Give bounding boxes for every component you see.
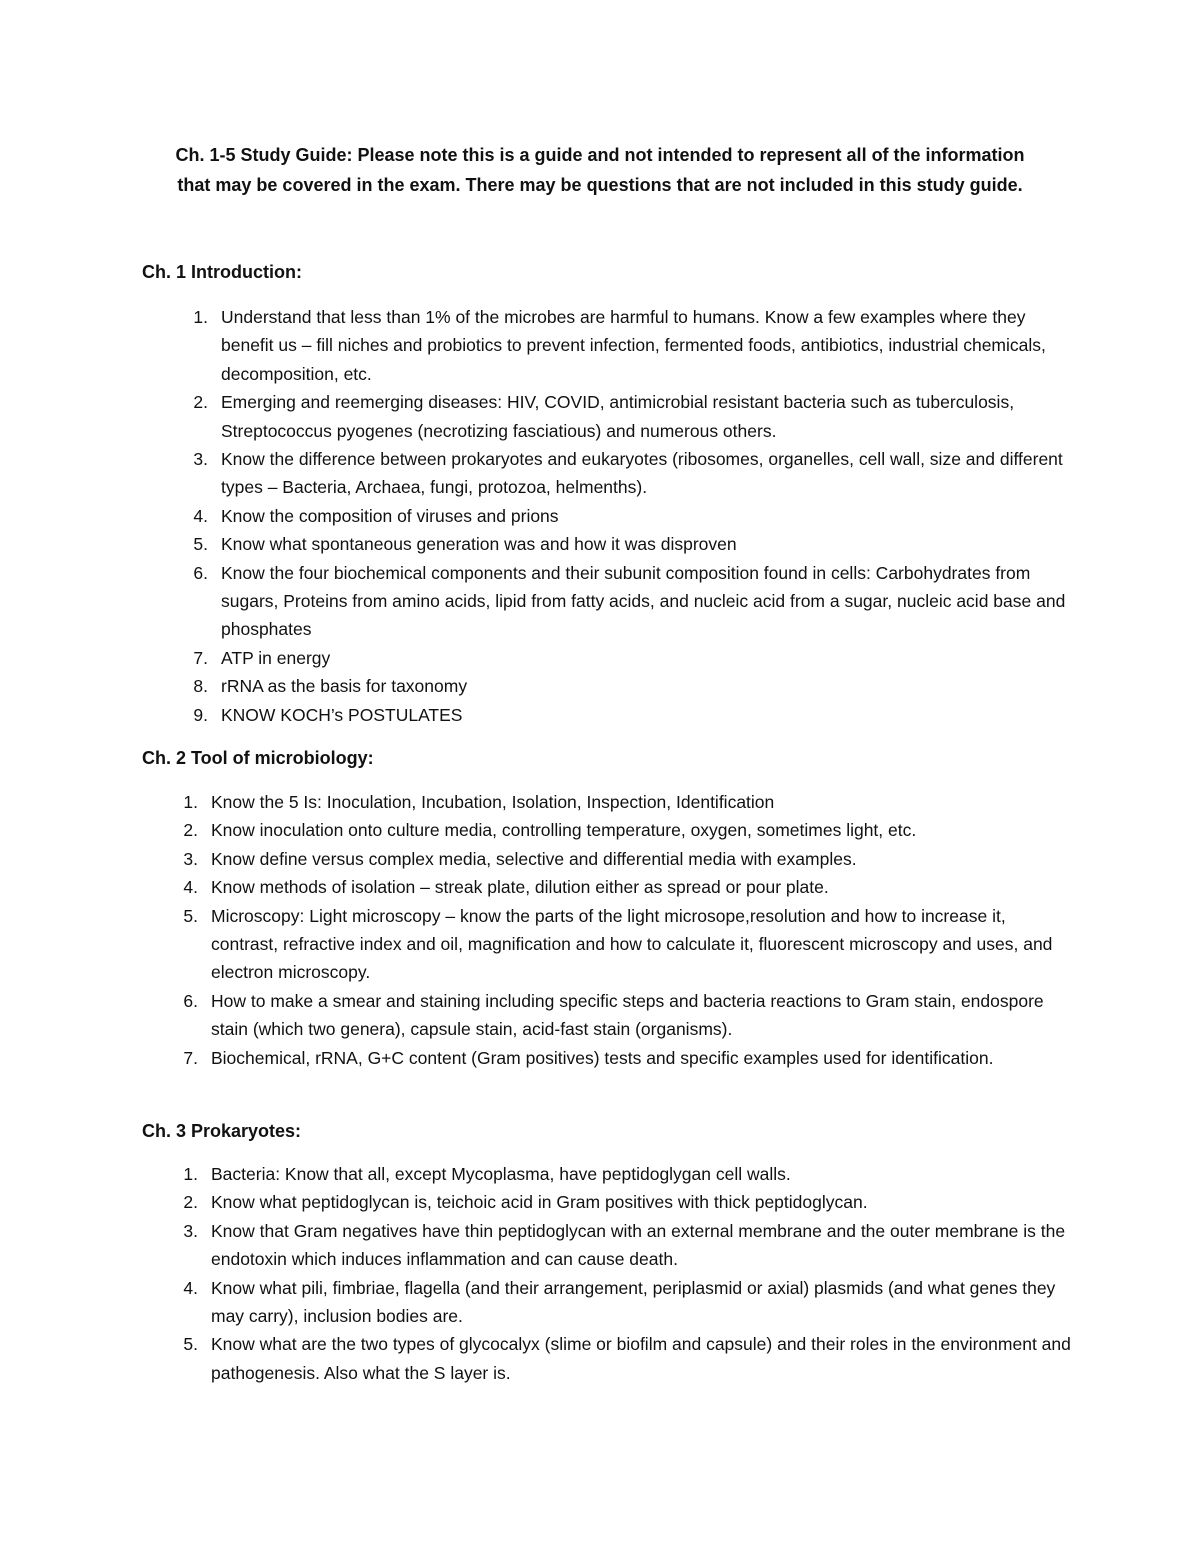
list-item <box>176 1217 1076 1274</box>
study-guide-header <box>100 140 1100 200</box>
list-item <box>186 502 1076 530</box>
list-item <box>176 1188 1076 1216</box>
item-text: Know the composition of viruses and prions <box>221 505 559 526</box>
item-text: KNOW KOCH’s POSTULATES <box>221 704 463 725</box>
item-number: 3. <box>193 449 208 470</box>
list-item <box>176 987 1076 1044</box>
item-text: Know the four biochemical components and their subunit composition found in cells: Carbohydrates from sugars, Proteins from amino acids, lipid from fatty acids, and nucleic acid from a sugar, nucleic acid base and phosphates <box>221 562 1066 640</box>
item-number: 4. <box>183 1277 198 1298</box>
item-number: 3. <box>183 1220 198 1241</box>
header-line-2: that may be covered in the exam. There may be questions that are not included in this study guide. <box>177 175 1023 195</box>
item-number: 4. <box>193 505 208 526</box>
list-item <box>186 672 1076 700</box>
item-text: Know inoculation onto culture media, controlling temperature, oxygen, sometimes light, etc. <box>211 820 917 841</box>
item-number: 3. <box>183 848 198 869</box>
item-number: 4. <box>183 877 198 898</box>
list-item <box>176 1160 1076 1188</box>
ch1-list <box>186 303 1076 729</box>
item-text: Know the 5 Is: Inoculation, Incubation, Isolation, Inspection, Identification <box>211 792 775 812</box>
item-number: 6. <box>183 990 198 1011</box>
list-item <box>186 303 1076 388</box>
item-text: Know define versus complex media, selective and differential media with examples. <box>211 848 857 869</box>
item-text: Bacteria: Know that all, except Mycoplasma, have peptidoglygan cell walls. <box>211 1164 791 1184</box>
list-item <box>176 816 1076 844</box>
item-text: Know that Gram negatives have thin peptidoglycan with an external membrane and the outer membrane is the endotoxin which induces inflammation and can cause death. <box>211 1220 1066 1270</box>
list-item <box>186 644 1076 672</box>
item-text: ATP in energy <box>221 647 331 668</box>
list-item <box>176 1330 1076 1387</box>
list-item <box>176 902 1076 987</box>
ch2-list <box>176 788 1076 1072</box>
item-number: 6. <box>193 562 208 583</box>
ch3-list <box>176 1160 1076 1387</box>
list-item <box>186 530 1076 558</box>
list-item <box>176 1044 1076 1072</box>
item-text: Know what peptidoglycan is, teichoic acid in Gram positives with thick peptidoglycan. <box>211 1192 868 1213</box>
item-number: 7. <box>193 647 208 668</box>
list-item <box>176 873 1076 901</box>
item-text: Microscopy: Light microscopy – know the parts of the light microsope,resolution and how to increase it, contrast, refractive index and oil, magnification and how to calculate it, fluorescent microscopy and uses, and electron microscopy. <box>211 905 1053 983</box>
section-title-ch1: Ch. 1 Introduction: <box>142 262 302 282</box>
list-item <box>186 388 1076 445</box>
list-item <box>186 701 1076 729</box>
item-number: 5. <box>183 1334 198 1355</box>
list-item <box>176 845 1076 873</box>
item-text: Know what are the two types of glycocalyx (slime or biofilm and capsule) and their roles in the environment and pathogenesis. Also what the S layer is. <box>211 1334 1071 1383</box>
item-text: How to make a smear and staining including specific steps and bacteria reactions to Gram stain, endospore stain (which two genera), capsule stain, acid-fast stain (organisms). <box>211 990 1044 1040</box>
list-item <box>176 788 1076 816</box>
item-text: Biochemical, rRNA, G+C content (Gram positives) tests and specific examples used for identification. <box>211 1047 994 1068</box>
item-text: Know methods of isolation – streak plate, dilution either as spread or pour plate. <box>211 877 829 898</box>
item-text: Understand that less than 1% of the microbes are harmful to humans. Know a few examples where they benefit us – fill niches and probiotics to prevent infection, fermented foods, antibiotics, industrial chemicals, decomposition, etc. <box>221 307 1046 384</box>
item-text: Know what spontaneous generation was and how it was disproven <box>221 534 737 555</box>
item-number: 2. <box>183 1192 198 1213</box>
list-item <box>186 559 1076 644</box>
item-text: Emerging and reemerging diseases: HIV, COVID, antimicrobial resistant bacteria such as tuberculosis, Streptococcus pyogenes (necrotizing fasciatious) and numerous others. <box>221 392 1015 441</box>
list-item <box>176 1274 1076 1331</box>
list-item <box>186 445 1076 502</box>
item-text: Know what pili, fimbriae, flagella (and their arrangement, periplasmid or axial) plasmids (and what genes they may carry), inclusion bodies are. <box>211 1277 1056 1327</box>
header-line-1: Ch. 1-5 Study Guide: Please note this is a guide and not intended to represent all of the information <box>175 145 1025 165</box>
item-number: 7. <box>183 1047 198 1068</box>
item-number: 1. <box>183 792 198 812</box>
item-number: 1. <box>183 1164 198 1184</box>
item-number: 8. <box>193 676 208 697</box>
item-number: 5. <box>193 534 208 555</box>
item-number: 9. <box>193 704 208 725</box>
item-number: 1. <box>193 307 208 327</box>
item-number: 2. <box>193 392 208 413</box>
item-text: Know the difference between prokaryotes and eukaryotes (ribosomes, organelles, cell wall, size and different types – Bacteria, Archaea, fungi, protozoa, helmenths). <box>221 449 1063 498</box>
item-number: 5. <box>183 905 198 926</box>
section-title-ch3: Ch. 3 Prokaryotes: <box>142 1121 302 1141</box>
item-number: 2. <box>183 820 198 841</box>
item-text: rRNA as the basis for taxonomy <box>221 676 468 697</box>
section-title-ch2: Ch. 2 Tool of microbiology: <box>142 748 374 768</box>
